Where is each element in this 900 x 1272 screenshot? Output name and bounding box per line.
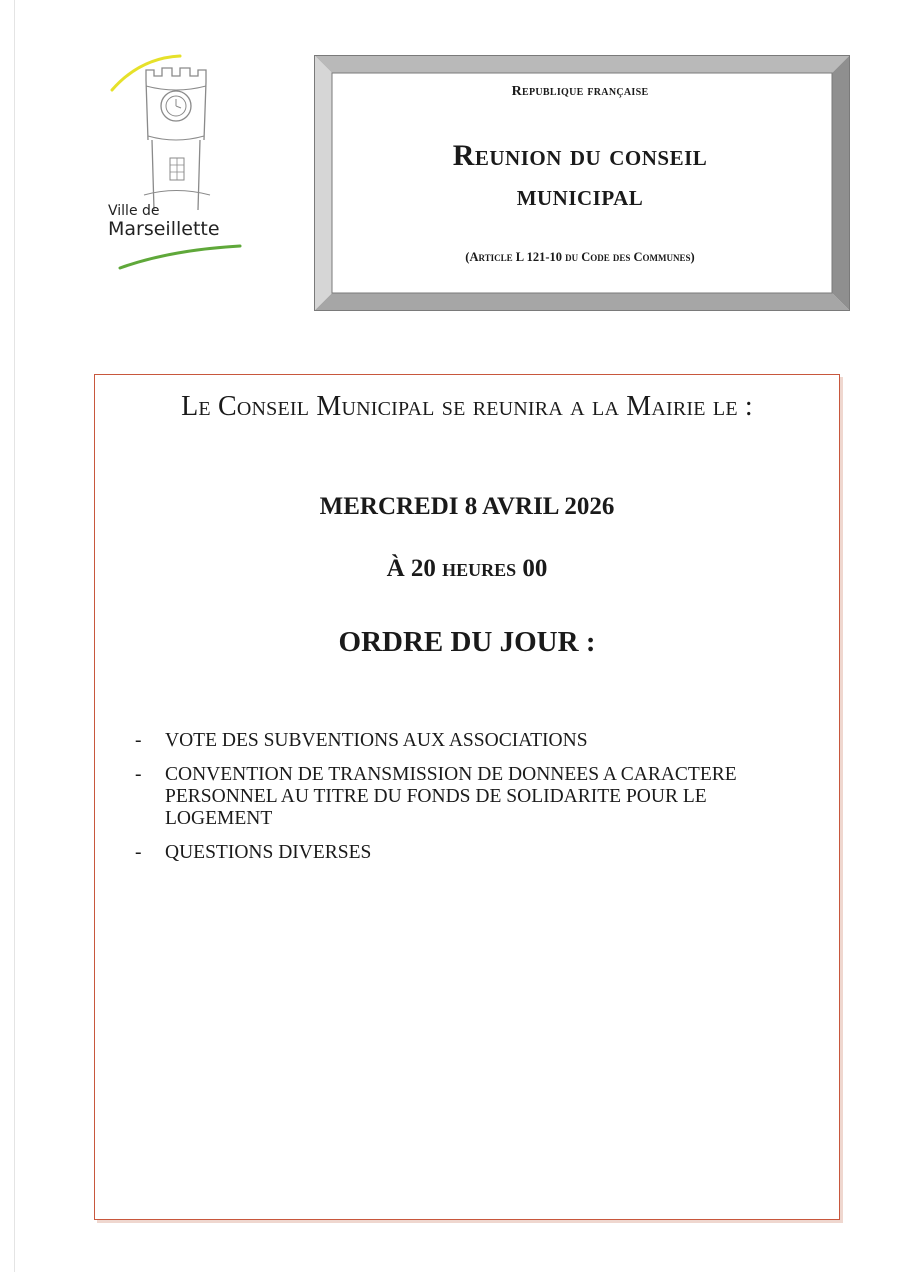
title-line-1: Reunion du conseil <box>452 139 708 172</box>
intro-sentence: Le Conseil Municipal se reunira a la Mairie le : <box>181 391 753 422</box>
logo-text-town-name: Marseillette <box>108 218 220 240</box>
convocation-box <box>94 374 840 1220</box>
agenda-item-questions <box>135 842 795 864</box>
article-reference: (Article L 121-10 du Code des Communes) <box>465 250 695 264</box>
reunion-title <box>332 136 828 216</box>
agenda-bullet: - <box>135 730 142 751</box>
meeting-time: À 20 heures 00 <box>386 555 548 582</box>
agenda-item-subventions <box>135 730 795 752</box>
republique-francaise-label: Republique française <box>511 84 649 99</box>
title-line-2: municipal <box>516 179 644 212</box>
agenda-list <box>135 730 795 876</box>
meeting-date: MERCREDI 8 AVRIL 2026 <box>319 493 615 520</box>
ordre-du-jour-heading: ORDRE DU JOUR : <box>338 626 596 658</box>
agenda-item-text: QUESTIONS DIVERSES <box>165 842 372 863</box>
logo-text-ville-de: Ville de <box>108 203 160 219</box>
header-box <box>314 55 850 311</box>
agenda-bullet: - <box>135 764 142 785</box>
header-content <box>332 73 828 289</box>
tower-logo-icon <box>100 50 260 280</box>
page-edge-line <box>14 0 15 1272</box>
agenda-bullet: - <box>135 842 142 863</box>
agenda-item-text: VOTE DES SUBVENTIONS AUX ASSOCIATIONS <box>165 730 588 751</box>
agenda-item-text: CONVENTION DE TRANSMISSION DE DONNEES A CARACTERE PERSONNEL AU TITRE DU FONDS DE SOLIDARITE POUR LE LOGEMENT <box>165 764 737 829</box>
agenda-item-convention <box>135 764 795 830</box>
marseillette-logo <box>100 50 260 280</box>
